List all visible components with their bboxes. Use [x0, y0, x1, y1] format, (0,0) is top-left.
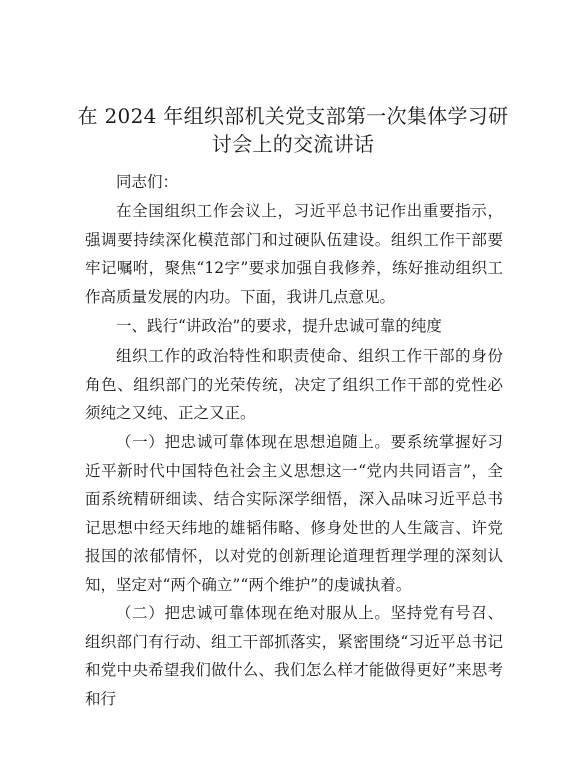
salutation: 同志们： — [116, 173, 179, 191]
document-title: 在 2024 年组织部机关党支部第一次集体学习研讨会上的交流讲话 — [77, 104, 509, 156]
point-1-paragraph: （一）把忠诚可靠体现在思想追随上。要系统掌握好习近平新时代中国特色社会主义思想这一“党内共同语言”，全面系统精研细读、结合实际深学细悟，深入品味习近平总书记思想中经天纬地的雄韬伟略、修身处世的人生箴言、许党报国的浓郁情怀，以对党的创新理论道理哲理学理的深刻认知，坚定对“两个确立”“两个维护”的虔诚执着。 — [85, 433, 503, 594]
intro-paragraph: 在全国组织工作会议上，习近平总书记作出重要指示，强调要持续深化模范部门和过硬队伍建设。组织工作干部要牢记嘱咐，聚焦“12字”要求加强自我修养，练好推动组织工作高质量发展的内功。下面，我讲几点意见。 — [85, 202, 503, 306]
point-2-paragraph: （二）把忠诚可靠体现在绝对服从上。坚持党有号召、组织部门有行动、组工干部抓落实，紧密围绕“习近平总书记和党中央希望我们做什么、我们怎么样才能做得更好”来思考和行 — [85, 604, 503, 708]
section-heading-1: 一、践行“讲政治”的要求，提升忠诚可靠的纯度 — [116, 317, 442, 335]
section-1-paragraph: 组织工作的政治特性和职责使命、组织工作干部的身份角色、组织部门的光荣传统，决定了组织工作干部的党性必须纯之又纯、正之又正。 — [85, 347, 503, 422]
